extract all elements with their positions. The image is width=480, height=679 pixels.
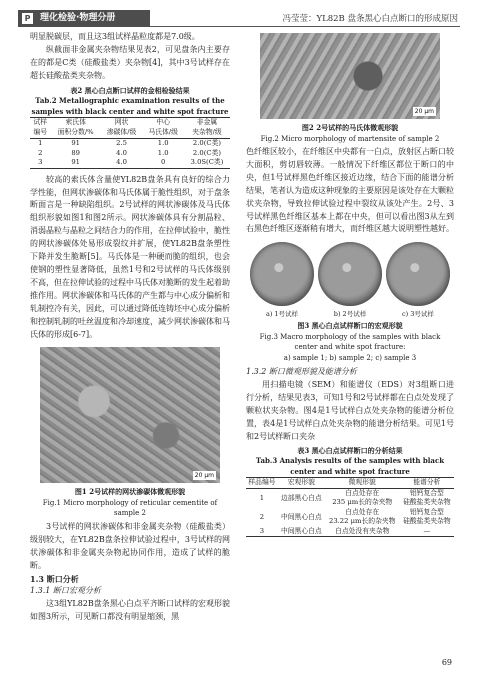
table-header: 宏观形貌 (287, 478, 315, 487)
figure-3-caption-en: a) sample 1; b) sample 2; c) sample 3 (283, 353, 417, 362)
table-3-caption-en: center and white spot fracture (290, 466, 410, 476)
paragraph: 3号试样的网状渗碳体和非金属夹杂物（硅酸盐类）级别较大，在YL82B盘条拉伸试验过程中，3号试样的网状渗碳体和非金属夹杂物起协同作用，造成了试样的脆断。 (30, 521, 230, 570)
journal-section-name: 理化检验·物理分册 (40, 13, 116, 23)
scale-bar: 20 μm (194, 472, 214, 480)
table-row: 2 中间黑心白点 白点处存在 23.22 μm长的杂夹物 铝钙复合型 硅酸盐类夹杂物 (259, 507, 451, 526)
table-header: 微观形貌 (348, 478, 376, 487)
fracture-disc-image (250, 242, 314, 306)
table-header: 样品编号 (248, 478, 276, 487)
table-row: 3 中间黑心白点 白点处没有夹杂物 — (246, 527, 454, 537)
figure-2-caption-en: Fig.2 Micro morphology of martensite of sample 2 (260, 134, 440, 143)
fracture-sample-c (386, 242, 450, 319)
header-rule (150, 26, 460, 27)
table-2-caption-en: Tab.2 Metallographic examination results of the samples with black center and white spot fracture (31, 96, 229, 116)
figure-1-micrograph (40, 347, 220, 483)
fracture-sample-a (250, 242, 314, 319)
table-3 (246, 477, 454, 537)
subsection-heading: 1.3.2 断口微观形貌及能谱分析 (246, 367, 357, 377)
journal-logo (18, 10, 150, 27)
subsection-heading: 1.3.1 断口宏观分析 (30, 586, 101, 596)
table-2 (30, 117, 230, 169)
figure-3-fractographs (250, 242, 450, 319)
paragraph: 色纤维区较小，在纤维区中央都有一白点，放射区占断口较大面积，剪切唇较薄。一般情况下纤维区都位于断口的中央，但1号试样黑色纤维区接近边缘，结合下面的能谱分析结果，笔者认为造成这种现象的主要原因是该处存在大颗粒状夹杂物，导致拉伸试验过程中裂纹从该处产生。2号、3号试样黑色纤维区基本上都在中央，但可以看出图3从左到右黑色纤维区逐渐稍有增大，而纤维区越大说明塑性越好。 (246, 147, 454, 234)
fracture-disc-image (318, 242, 382, 306)
table-3-caption-en: Tab.3 Analysis results of the samples with black (255, 456, 445, 466)
left-column (30, 31, 230, 624)
table-header: 网状 渗碳体/级 (106, 118, 137, 136)
sample-label: b) 2号试样 (333, 310, 367, 319)
figure-3-caption-en: center and white spot fracture: (294, 343, 406, 352)
table-row: 1 91 2.5 1.0 2.0(C类) (38, 139, 222, 148)
table-row: 1 边部黑心白点 白点处存在 235 μm长的杂夹物 铝钙复合型 硅酸盐类夹杂物 (259, 488, 451, 507)
sample-label: a) 1号试样 (265, 310, 299, 319)
sample-label: c) 3号试样 (402, 310, 434, 319)
table-header: 能谱分析 (413, 478, 441, 487)
running-title: 冯莹莹：YL82B 盘条黑心白点断口的形成原因 (282, 14, 458, 24)
paragraph: 较高的索氏体含量使YL82B盘条具有良好的综合力学性能，但网状渗碳体和马氏体属于脆性组织，对于盘条断面言是一种缺陷组织。2号试样的网状渗碳体及马氏体组织形貌如图1和图2所示。网状渗碳体具有分割晶粒、消弱晶粒与晶粒之间结合力的作用，在拉伸试验中，脆性的网状渗碳体处易形成裂纹并扩展，使YL82B盘条塑性下降并发生脆断[5]。马氏体是一种硬而脆的组织，也会使钢的塑性显著降低，虽然1号和2号试样的马氏体级别不高，但在拉伸试验的过程中马氏体对脆断的发生起着助推作用。网状渗碳体和马氏体的产生都与中心成分偏析和轧制控冷有关，因此，可以通过降低连铸坯中心成分偏析和控制轧制的吐丝温度和冷却速度，减少网状渗碳体和马氏体的形成[6-7]。 (30, 174, 230, 339)
figure-3-caption-en: Fig.3 Macro morphology of the samples with black (259, 332, 441, 341)
fracture-sample-b (318, 242, 382, 319)
paragraph: 纵截面非金属夹杂物结果见表2，可见盘条内主要存在的都是C类（硅酸盐类）夹杂物[4]，其中3号试样存在超长硅酸盐类夹杂物。 (30, 44, 230, 80)
table-3-caption-cn: 表3 黑心白点试样断口的分析结果 (297, 445, 403, 455)
scale-bar: 20 μm (414, 108, 434, 115)
section-heading: 1.3 断口分析 (30, 573, 79, 584)
table-2-caption-cn: 表2 黑心白点断口试样的金相检验结果 (70, 85, 190, 95)
fracture-disc-image (386, 242, 450, 306)
page-number: 69 (441, 658, 452, 667)
paragraph: 用扫描电镜（SEM）和能谱仪（EDS）对3组断口进行分析，结果见表3，可知1号和2号试样都在白点处发现了颗粒状夹杂物。图4是1号试样白点处夹杂物的能谱分析位置，表4是1号试样白点处夹杂物的能谱分析结果。可见1号和2号试样断口夹杂 (246, 380, 454, 441)
logo-mark: P (22, 13, 33, 24)
table-row: 3 91 4.0 0 3.0S(C类) (30, 158, 230, 168)
table-row: 2 89 4.0 1.0 2.0(C类) (38, 148, 222, 157)
table-header: 中心 马氏体/级 (148, 118, 178, 136)
figure-2-micrograph (260, 33, 440, 119)
table-header: 非金属 夹杂物/级 (192, 118, 222, 136)
figure-1-caption-en: Fig.1 Micro morphology of reticular cementite of sample 2 (42, 498, 218, 518)
figure-3-caption-cn: 图3 黑心白点试样断口的宏观形貌 (297, 321, 403, 331)
figure-2-caption-cn: 图2 2号试样的马氏体微观形貌 (301, 123, 399, 132)
paragraph: 这3组YL82B盘条黑心白点平齐断口试样的宏观形貌如图3所示，可见断口都没有明显缩颈，黑 (30, 599, 230, 622)
figure-1-caption-cn: 图1 2号试样的网状渗碳体微观形貌 (74, 487, 186, 497)
table-header: 索氏体 面积分数/% (57, 118, 94, 136)
table-header: 试样 编号 (33, 118, 48, 136)
right-column (246, 31, 454, 537)
paragraph: 明显脱碳层，而且这3组试样晶粒度都是7.0级。 (30, 32, 200, 41)
